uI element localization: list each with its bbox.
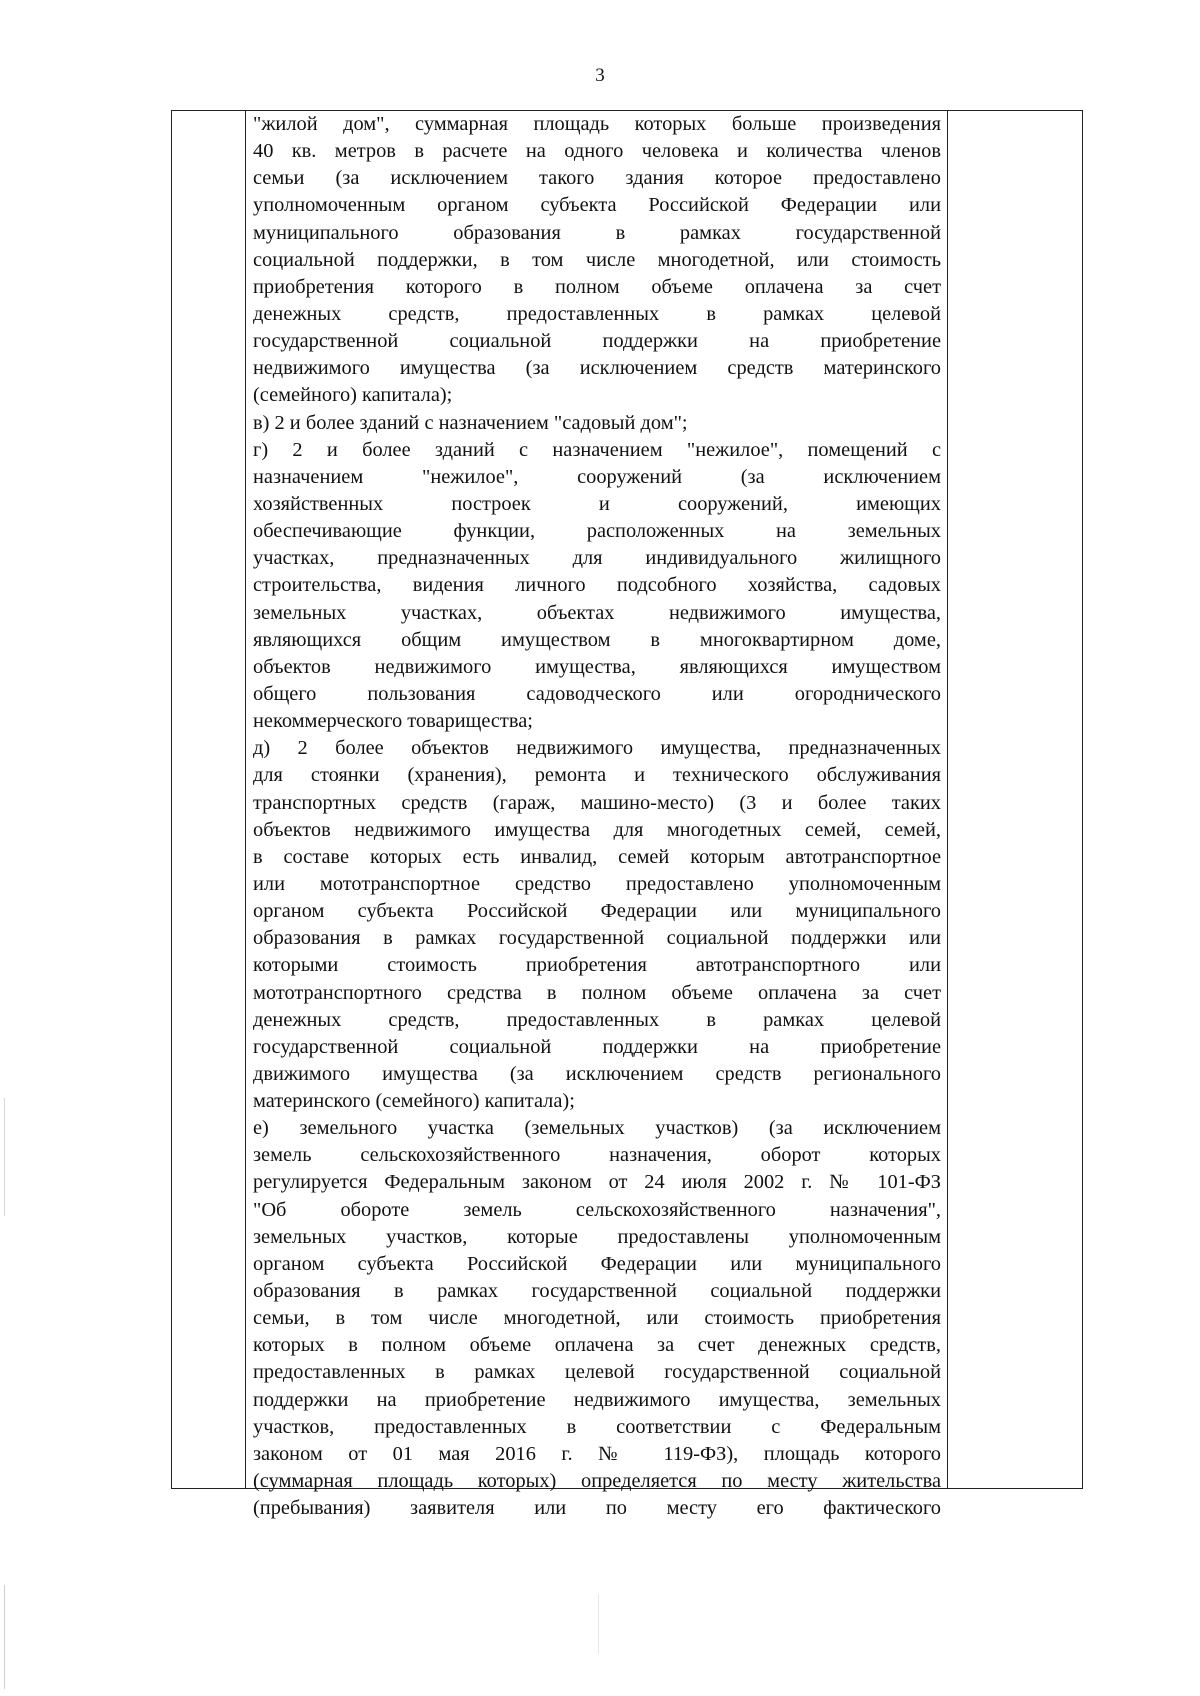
text-line: денежных средств, предоставленных в рамках целевой (253, 302, 941, 325)
text-line: назначением "нежилое", сооружений (за исключением (253, 465, 941, 488)
text-line: которыми стоимость приобретения автотранспортного или (253, 954, 941, 977)
text-line: органом субъекта Российской Федерации или муниципального (253, 1252, 941, 1275)
document-table (171, 110, 1083, 1520)
text-line: или мототранспортное средство предоставлено уполномоченным (253, 872, 941, 895)
text-line: (суммарная площадь которых) определяется по месту жительства (253, 1470, 941, 1493)
text-line: земель сельскохозяйственного назначения, оборот которых (253, 1144, 941, 1167)
text-line: участках, предназначенных для индивидуального жилищного (253, 547, 941, 570)
text-line: транспортных средств (гараж, машино-место) (3 и более таких (253, 791, 941, 814)
text-line: поддержки на приобретение недвижимого имущества, земельных (253, 1388, 941, 1411)
table-column-left (172, 111, 246, 1488)
text-line: семьи (за исключением такого здания которое предоставлено (253, 167, 941, 190)
text-line: некоммерческого товарищества; (253, 710, 533, 733)
text-line: е) земельного участка (земельных участков) (за исключением (253, 1117, 941, 1140)
scan-margin-mark (4, 1098, 5, 1216)
text-line: в составе которых есть инвалид, семей которым автотранспортное (253, 845, 941, 868)
text-line: уполномоченным органом субъекта Российской Федерации или (253, 194, 941, 217)
text-line: семьи, в том числе многодетной, или стоимость приобретения (253, 1307, 941, 1330)
text-line: 40 кв. метров в расчете на одного человека и количества членов (253, 140, 941, 163)
text-line: д) 2 более объектов недвижимого имущества, предназначенных (253, 737, 941, 760)
text-line: обеспечивающие функции, расположенных на земельных (253, 520, 941, 543)
text-line: социальной поддержки, в том числе многодетной, или стоимость (253, 248, 941, 271)
text-line: материнского (семейного) капитала); (253, 1090, 575, 1113)
text-line: земельных участков, которые предоставлены уполномоченным (253, 1225, 941, 1248)
text-line: объектов недвижимого имущества для многодетных семей, семей, (253, 818, 941, 841)
text-line: общего пользования садоводческого или огороднического (253, 682, 941, 705)
text-line: денежных средств, предоставленных в рамках целевой (253, 1008, 941, 1031)
table-column-text (246, 111, 948, 1520)
text-line: которых в полном объеме оплачена за счет денежных средств, (253, 1334, 941, 1357)
scan-margin-mark (4, 1585, 5, 1689)
text-line: регулируется Федеральным законом от 24 июля 2002 г. № 101-ФЗ (253, 1171, 941, 1194)
text-line: г) 2 и более зданий с назначением "нежилое", помещений с (253, 438, 941, 461)
text-line: "жилой дом", суммарная площадь которых больше произведения (253, 113, 941, 135)
text-line: хозяйственных построек и сооружений, имеющих (253, 492, 941, 515)
text-line: для стоянки (хранения), ремонта и технического обслуживания (253, 764, 941, 787)
text-line: приобретения которого в полном объеме оплачена за счет (253, 275, 941, 298)
text-line: государственной социальной поддержки на приобретение (253, 330, 941, 353)
text-line: строительства, видения личного подсобного хозяйства, садовых (253, 574, 941, 597)
table-column-right (948, 111, 1082, 1488)
text-line: образования в рамках государственной социальной поддержки или (253, 927, 941, 950)
text-line: (пребывания) заявителя или по месту его фактического (253, 1497, 941, 1520)
scan-artifact-line (598, 1594, 599, 1654)
text-line: законом от 01 мая 2016 г. № 119-ФЗ), площадь которого (253, 1442, 941, 1465)
page-number: 3 (595, 65, 605, 86)
text-line: (семейного) капитала); (253, 384, 453, 407)
text-line: являющихся общим имуществом в многоквартирном доме, (253, 628, 941, 651)
text-line: движимого имущества (за исключением средств регионального (253, 1062, 941, 1085)
text-line: объектов недвижимого имущества, являющихся имуществом (253, 655, 941, 678)
text-line: участков, предоставленных в соответствии с Федеральным (253, 1415, 941, 1438)
text-line: образования в рамках государственной социальной поддержки (253, 1280, 941, 1303)
text-line: предоставленных в рамках целевой государственной социальной (253, 1361, 941, 1384)
text-line: "Об обороте земель сельскохозяйственного назначения", (253, 1198, 941, 1221)
text-line: в) 2 и более зданий с назначением "садовый дом"; (253, 411, 688, 434)
text-line: недвижимого имущества (за исключением средств материнского (253, 357, 941, 380)
text-line: муниципального образования в рамках государственной (253, 221, 941, 244)
text-line: мототранспортного средства в полном объеме оплачена за счет (253, 981, 941, 1004)
text-line: государственной социальной поддержки на приобретение (253, 1035, 941, 1058)
text-line: земельных участках, объектах недвижимого имущества, (253, 601, 941, 624)
text-line: органом субъекта Российской Федерации или муниципального (253, 900, 941, 923)
